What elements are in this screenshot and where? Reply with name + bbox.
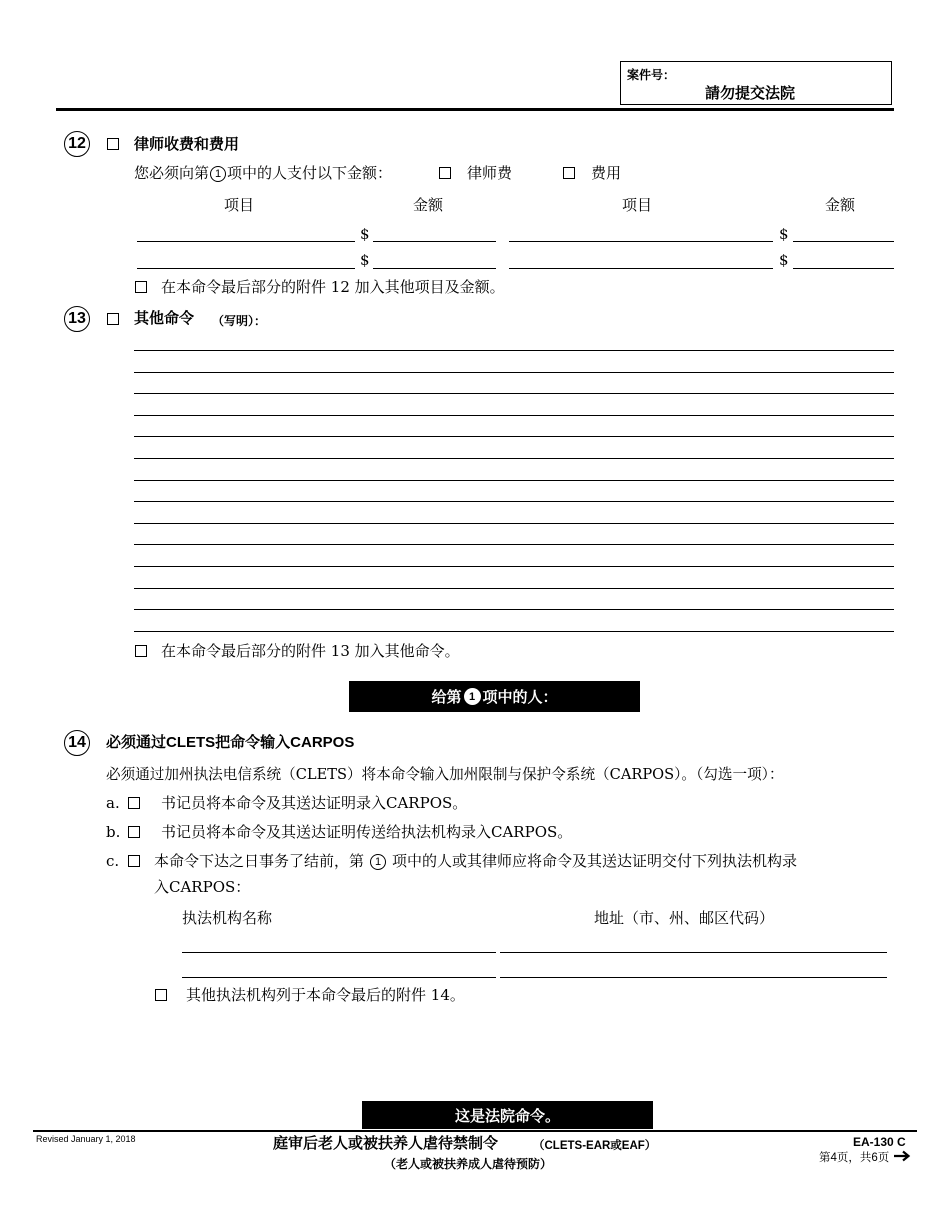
item-field[interactable] <box>509 241 773 242</box>
revised-date: Revised January 1, 2018 <box>36 1134 136 1144</box>
item-12-intro: 您必须向第 1 项中的人支付以下金额： <box>134 164 393 182</box>
option-b-label: b. <box>106 823 121 841</box>
amount-field[interactable] <box>373 241 496 242</box>
case-number-label: 案件号： <box>627 68 676 82</box>
case-number-box <box>620 61 892 105</box>
option-a-checkbox[interactable] <box>128 797 140 809</box>
dollar-sign: $ <box>779 225 789 243</box>
col-amount-2: 金额 <box>825 196 856 214</box>
agency-name-field[interactable] <box>182 977 496 978</box>
col-item-2: 项目 <box>622 196 653 214</box>
item-13-number: 13 <box>64 306 90 332</box>
option-c-label: c. <box>106 852 120 870</box>
item-field[interactable] <box>137 241 355 242</box>
item-12-title: 律师收费和费用 <box>134 136 240 153</box>
attachment-12-label: 在本命令最后部分的附件 12 加入其他项目及金额。 <box>161 278 505 296</box>
attachment-13-label: 在本命令最后部分的附件 13 加入其他命令。 <box>161 642 460 660</box>
item-13-title-note: （写明）： <box>212 314 267 328</box>
col-item-1: 项目 <box>224 196 255 214</box>
agency-name-field[interactable] <box>182 952 496 953</box>
agency-address-field[interactable] <box>500 952 887 953</box>
item-1-ref-icon: 1 <box>464 688 481 705</box>
item-field[interactable] <box>509 268 773 269</box>
attorney-fees-checkbox[interactable] <box>439 167 451 179</box>
dollar-sign: $ <box>360 251 370 269</box>
footer-title: 庭审后老人或被扶养人虐待禁制令 <box>273 1135 499 1152</box>
attachment-14-label: 其他执法机构列于本命令最后的附件 14。 <box>186 986 465 1004</box>
dollar-sign: $ <box>360 225 370 243</box>
to-person-banner: 给第 1 项中的人： <box>349 681 640 712</box>
item-14-number: 14 <box>64 730 90 756</box>
attachment-13-checkbox[interactable] <box>135 645 147 657</box>
attachment-12-checkbox[interactable] <box>135 281 147 293</box>
court-order-banner: 这是法院命令。 <box>362 1101 653 1129</box>
option-b-checkbox[interactable] <box>128 826 140 838</box>
option-a-text: 书记员将本命令及其送达证明录入CARPOS。 <box>161 794 468 812</box>
col-agency-address: 地址（市、州、邮区代码） <box>594 909 775 927</box>
costs-label: 费用 <box>591 164 622 182</box>
amount-field[interactable] <box>793 268 894 269</box>
item-14-title: 必须通过CLETS把命令输入CARPOS <box>106 734 355 751</box>
item-12-checkbox[interactable] <box>107 138 119 150</box>
item-1-ref-icon: 1 <box>210 166 226 182</box>
footer-title-note: （CLETS-EAR或EAF） <box>533 1140 657 1152</box>
option-a-label: a. <box>106 794 120 812</box>
item-13-title: 其他命令 <box>134 310 195 327</box>
col-amount-1: 金额 <box>413 196 444 214</box>
item-1-ref-icon: 1 <box>370 854 386 870</box>
item-12-number: 12 <box>64 131 90 157</box>
option-b-text: 书记员将本命令及其送达证明传送给执法机构录入CARPOS。 <box>161 823 573 841</box>
option-c-text-line2: 入CARPOS： <box>154 878 251 896</box>
costs-checkbox[interactable] <box>563 167 575 179</box>
form-id: EA-130 C <box>853 1135 906 1149</box>
dollar-sign: $ <box>779 251 789 269</box>
option-c-text: 本命令下达之日事务了结前，第 1 项中的人或其律师应将命令及其送达证明交付下列执法机构录 <box>154 852 798 870</box>
amount-field[interactable] <box>373 268 496 269</box>
amount-field[interactable] <box>793 241 894 242</box>
case-number-value[interactable]: 請勿提交法院 <box>705 85 796 102</box>
header-rule <box>56 108 894 111</box>
item-13-checkbox[interactable] <box>107 313 119 325</box>
col-agency-name: 执法机构名称 <box>182 909 273 927</box>
item-14-intro: 必须通过加州执法电信系统（CLETS）将本命令输入加州限制与保护令系统（CARPOS）。（勾选一项）： <box>106 766 784 783</box>
option-c-checkbox[interactable] <box>128 855 140 867</box>
attorney-fees-label: 律师费 <box>467 164 513 182</box>
page-indicator: 第4页，共6页 <box>819 1149 911 1167</box>
footer-rule <box>33 1130 917 1132</box>
item-field[interactable] <box>137 268 355 269</box>
agency-address-field[interactable] <box>500 977 887 978</box>
attachment-14-checkbox[interactable] <box>155 989 167 1001</box>
footer-subtitle: （老人或被扶养成人虐待预防） <box>384 1157 553 1171</box>
next-page-arrow-icon[interactable] <box>893 1150 911 1162</box>
